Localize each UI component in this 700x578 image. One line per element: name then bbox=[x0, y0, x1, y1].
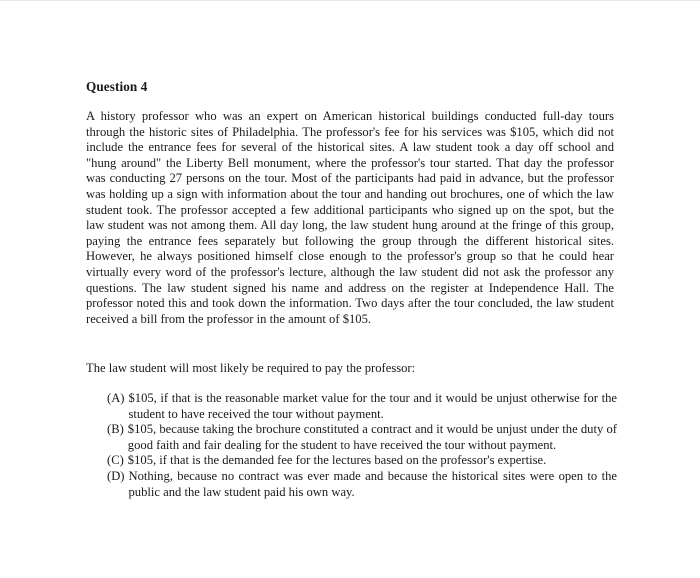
option-letter: (B) bbox=[107, 422, 124, 437]
option-text: $105, if that is the demanded fee for the lectures based on the professor's expertise. bbox=[127, 453, 547, 468]
option-text: $105, because taking the brochure constituted a contract and it would be unjust under the duty of good faith and fair dealing for the student to have received the tour without payment. bbox=[127, 422, 617, 452]
answer-option-d bbox=[107, 469, 617, 500]
option-text: Nothing, because no contract was ever made and because the historical sites were open to the public and the law student paid his own way. bbox=[128, 468, 617, 499]
answer-option-c bbox=[107, 453, 617, 469]
question-prompt: The law student will most likely be required to pay the professor: bbox=[86, 361, 416, 375]
answer-option-a bbox=[107, 391, 617, 422]
answer-options bbox=[107, 391, 617, 500]
answer-option-b bbox=[107, 422, 617, 453]
question-heading: Question 4 bbox=[86, 79, 148, 94]
top-divider bbox=[0, 0, 700, 1]
option-letter: (C) bbox=[107, 453, 124, 468]
option-letter: (A) bbox=[107, 391, 125, 405]
option-text: $105, if that is the reasonable market value for the tour and it would be unjust otherwise for the student to have received the tour without payment. bbox=[128, 391, 617, 421]
option-letter: (D) bbox=[107, 468, 125, 483]
question-passage: A history professor who was an expert on American historical buildings conducted full-day tours through the historic sites of Philadelphia. The professor's fee for his services was $105, which did not include the entrance fees for several of the historical sites. A law student took a day off school and "hung around" the Liberty Bell monument, where the professor's tour started. That day the professor was conducting 27 persons on the tour. Most of the participants had paid in advance, but the professor was holding up a sign with information about the tour and handing out brochures, one of which the law student took. The professor accepted a few additional participants who signed up on the spot, but the law student was not among them. All day long, the law student hung around at the fringe of this group, paying the entrance fees separately but following the group through the different historical sites. However, he always positioned himself close enough to the professor's group so that he could hear virtually every word of the professor's lecture, although the law student did not ask the professor any questions. The law student signed his name and address on the register at Independence Hall. The professor noted this and took down the information. Two days after the tour concluded, the law student received a bill from the professor in the amount of $105. bbox=[86, 109, 614, 326]
